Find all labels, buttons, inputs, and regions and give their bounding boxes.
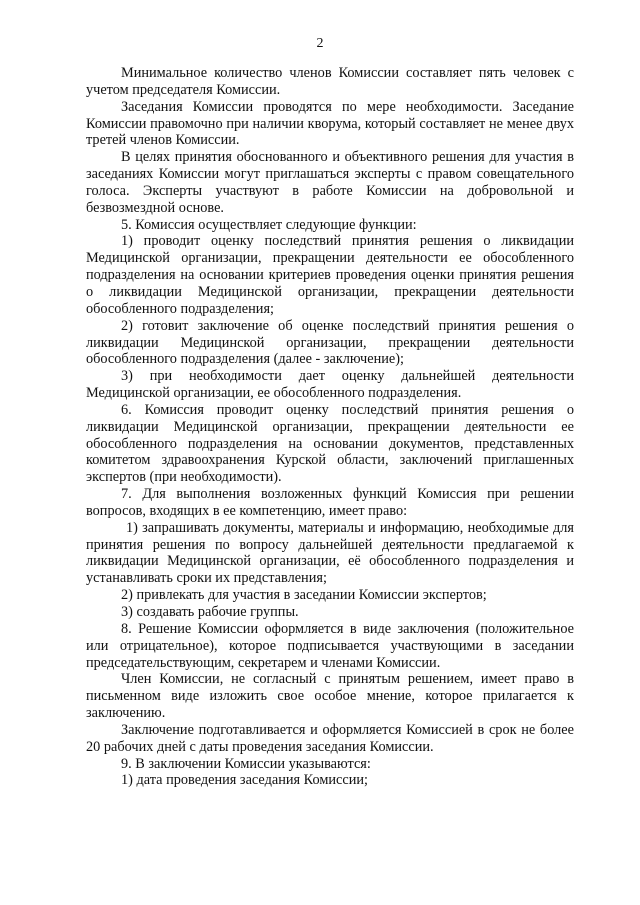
paragraph-section-5-heading: 5. Комиссия осуществляет следующие функции: xyxy=(121,216,417,233)
paragraph-experts: В целях принятия обоснованного и объективного решения для участия в заседаниях Комиссии могут приглашаться эксперты с правом совещательного голоса. Эксперты участвуют в работе Комиссии на добровольной и безвозмездной основе. xyxy=(86,149,574,216)
paragraph-commission-size: Минимальное количество членов Комиссии составляет пять человек с учетом председателя Комиссии. xyxy=(86,65,574,98)
paragraph-section-7-heading: 7. Для выполнения возложенных функций Комиссия при решении вопросов, входящих в ее компетенцию, имеет право: xyxy=(86,486,574,519)
paragraph-section-8: 8. Решение Комиссии оформляется в виде заключения (положительное или отрицательное), которое подписывается участвующими в заседании председательствующим, секретарем и членами Комиссии. xyxy=(86,620,574,671)
page-number: 2 xyxy=(316,36,324,51)
paragraph-meetings-quorum: Заседания Комиссии проводятся по мере необходимости. Заседание Комиссии правомочно при наличии кворума, который составляет не менее двух третей членов Комиссии. xyxy=(86,98,574,149)
paragraph-dissent: Член Комиссии, не согласный с принятым решением, имеет право в письменном виде изложить свое особое мнение, которое прилагается к заключению. xyxy=(86,671,574,722)
paragraph-function-2: 2) готовит заключение об оценке последствий принятия решения о ликвидации Медицинской организации, прекращении деятельности обособленного подразделения (далее - заключение); xyxy=(86,317,574,368)
paragraph-function-3: 3) при необходимости дает оценку дальнейшей деятельности Медицинской организации, ее обособленного подразделения. xyxy=(86,368,574,402)
paragraph-right-3: 3) создавать рабочие группы. xyxy=(121,604,299,620)
paragraph-conclusion-deadline: Заключение подготавливается и оформляется Комиссией в срок не более 20 рабочих дней с даты проведения заседания Комиссии. xyxy=(86,721,574,755)
paragraph-section-9-heading: 9. В заключении Комиссии указываются: xyxy=(121,755,371,772)
paragraph-right-1: 1) запрашивать документы, материалы и информацию, необходимые для принятия решения по вопросу дальнейшей деятельности предлагаемой к ликвидации Медицинской организации, её обособленного подразделения и устанавливать сроки их представления; xyxy=(86,519,574,587)
paragraph-right-2: 2) привлекать для участия в заседании Комиссии экспертов; xyxy=(121,587,487,604)
paragraph-function-1: 1) проводит оценку последствий принятия решения о ликвидации Медицинской организации, прекращении деятельности ее обособленного подразделения на основании критериев проведения оценки принятия решения о ликвидации Медицинской организации, прекращении деятельности обособленного подразделения; xyxy=(86,233,574,317)
document-body xyxy=(86,65,574,789)
paragraph-conclusion-item-1: 1) дата проведения заседания Комиссии; xyxy=(121,772,369,789)
paragraph-section-6: 6. Комиссия проводит оценку последствий принятия решения о ликвидации Медицинской организации, прекращении деятельности ее обособленного подразделения на основании документов, представленных комитетом здравоохранения Курской области, заключений приглашенных экспертов (при необходимости). xyxy=(86,401,574,486)
